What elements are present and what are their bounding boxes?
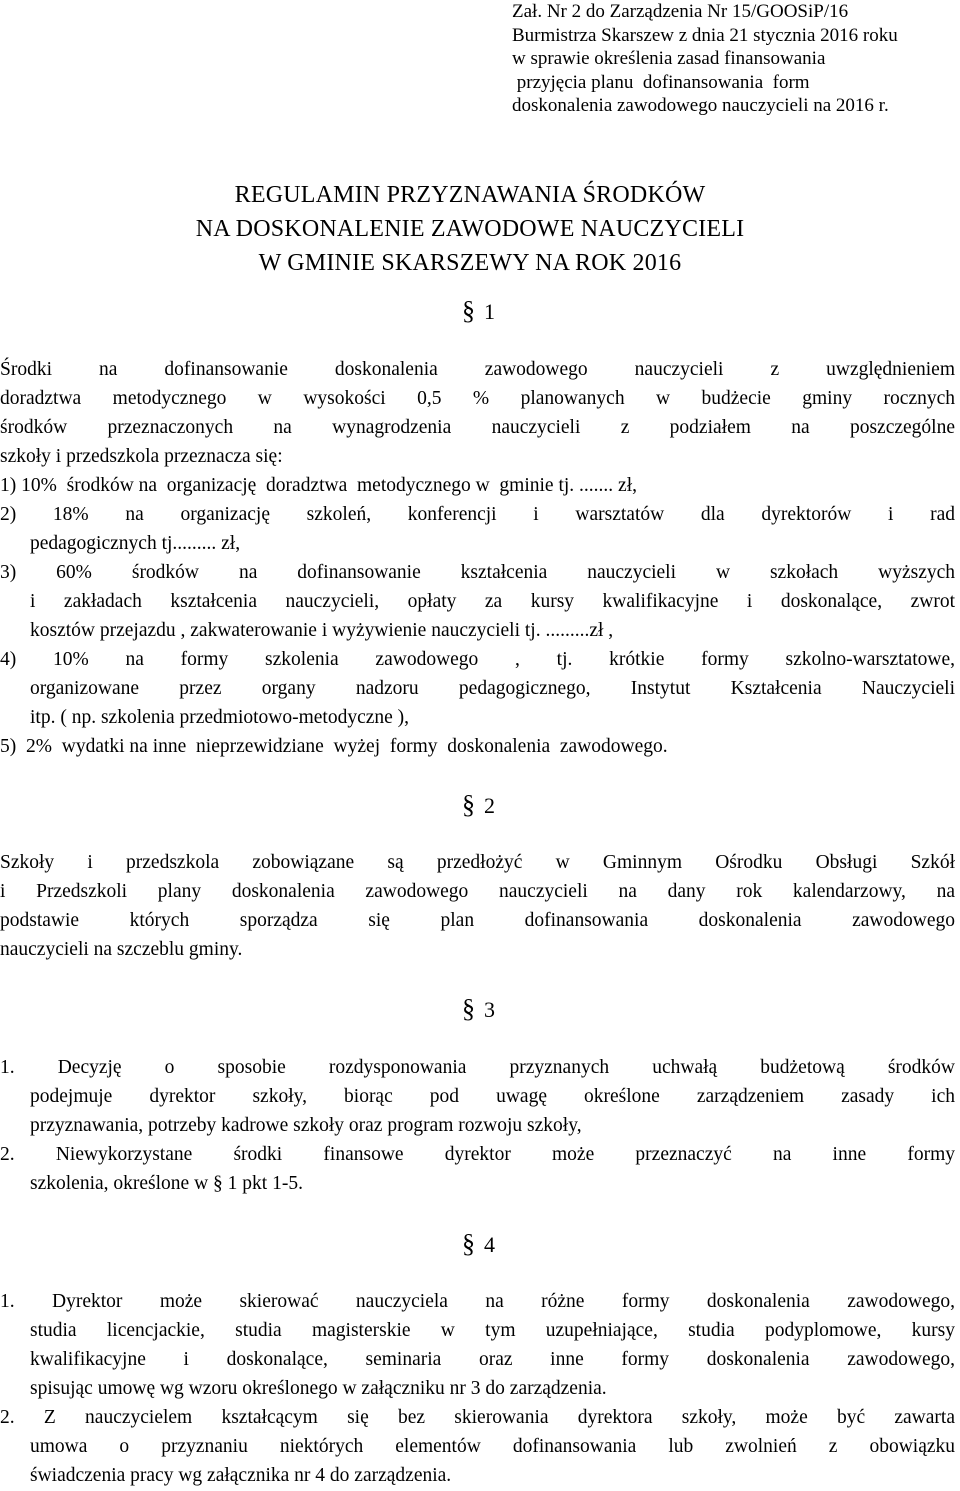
title-line: REGULAMIN PRZYZNAWANIA ŚRODKÓW xyxy=(234,182,706,208)
list-item-line: itp. ( np. szkolenia przedmiotowo-metodyczne ), xyxy=(30,707,410,728)
list-item-line: i zakładach kształcenia nauczycieli, opłaty za kursy kwalifikacyjne i doskonalące, zwrot xyxy=(30,591,955,612)
list-item-line: 4) 10% na formy szkolenia zawodowego , tj. krótkie formy szkolno-warsztatowe, xyxy=(0,649,955,670)
paragraph-line: doradztwa metodycznego w wysokości 0,5 % planowanych w budżecie gminy rocznych xyxy=(0,388,955,409)
title-line: W GMINIE SKARSZEWY NA ROK 2016 xyxy=(258,250,682,276)
section-number: 4 xyxy=(484,1232,495,1257)
list-item-line: 2. Niewykorzystane środki finansowe dyrektor może przeznaczyć na inne formy xyxy=(0,1144,955,1165)
section-number: 3 xyxy=(484,997,495,1022)
list-item-line: spisując umowę wg wzoru określonego w załączniku nr 3 do zarządzenia. xyxy=(30,1378,607,1399)
paragraph-line: i Przedszkoli plany doskonalenia zawodowego nauczycieli na dany rok kalendarzowy, na xyxy=(0,881,955,902)
section-heading-4 xyxy=(462,1231,495,1258)
section-symbol: § xyxy=(462,296,475,325)
title-line: NA DOSKONALENIE ZAWODOWE NAUCZYCIELI xyxy=(195,216,745,242)
paragraph-line: podstawie których sporządza się plan dofinansowania doskonalenia zawodowego xyxy=(0,910,955,931)
list-item-line: kwalifikacyjne i doskonalące, seminaria oraz inne formy doskonalenia zawodowego, xyxy=(30,1349,955,1370)
list-item-line: umowa o przyznaniu niektórych elementów dofinansowania lub zwolnień z obowiązku xyxy=(30,1436,955,1457)
list-item-line: kosztów przejazdu , zakwaterowanie i wyżywienie nauczycieli tj. .........zł , xyxy=(30,620,614,641)
annex-header xyxy=(512,0,952,118)
paragraph-line: Szkoły i przedszkola zobowiązane są przedłożyć w Gminnym Ośrodku Obsługi Szkół xyxy=(0,852,955,873)
section-heading-3 xyxy=(462,996,495,1023)
section-number: 1 xyxy=(484,299,495,324)
annex-line: w sprawie określenia zasad finansowania xyxy=(512,48,826,69)
list-item-line: studia licencjackie, studia magisterskie w tym uzupełniające, studia podyplomowe, kursy xyxy=(30,1320,955,1341)
paragraph-line: Środki na dofinansowanie doskonalenia zawodowego nauczycieli z uwzględnieniem xyxy=(0,359,955,380)
section-number: 2 xyxy=(484,793,495,818)
section-symbol: § xyxy=(462,994,475,1023)
paragraph-line: nauczycieli na szczeblu gminy. xyxy=(0,939,243,960)
annex-line: Zał. Nr 2 do Zarządzenia Nr 15/GOOSiP/16 xyxy=(512,1,849,22)
list-item-line: 3) 60% środków na dofinansowanie kształcenia nauczycieli w szkołach wyższych xyxy=(0,562,955,583)
document-title xyxy=(0,178,960,280)
paragraph-line: środków przeznaczonych na wynagrodzenia nauczycieli z podziałem na poszczególne xyxy=(0,417,955,438)
section-symbol: § xyxy=(462,1229,475,1258)
list-item-line: przyznawania, potrzeby kadrowe szkoły oraz program rozwoju szkoły, xyxy=(30,1115,582,1136)
list-item-line: organizowane przez organy nadzoru pedagogicznego, Instytut Kształcenia Nauczycieli xyxy=(30,678,955,699)
annex-line: doskonalenia zawodowego nauczycieli na 2016 r. xyxy=(512,95,889,116)
section-heading-2 xyxy=(462,792,495,819)
paragraph-line: szkoły i przedszkola przeznacza się: xyxy=(0,446,283,467)
list-item-line: szkolenia, określone w § 1 pkt 1-5. xyxy=(30,1173,303,1194)
list-item-line: 2. Z nauczycielem kształcącym się bez skierowania dyrektora szkoły, może być zawarta xyxy=(0,1407,955,1428)
section-4-body xyxy=(0,1287,955,1490)
section-heading-1 xyxy=(462,298,495,325)
list-item-line: 1. Decyzję o sposobie rozdysponowania przyznanych uchwałą budżetową środków xyxy=(0,1057,955,1078)
section-1-body xyxy=(0,355,955,761)
list-item-line: 2) 18% na organizację szkoleń, konferencji i warsztatów dla dyrektorów i rad xyxy=(0,504,955,525)
section-symbol: § xyxy=(462,790,475,819)
annex-line: Burmistrza Skarszew z dnia 21 stycznia 2016 roku xyxy=(512,24,898,46)
list-item-line: świadczenia pracy wg załącznika nr 4 do zarządzenia. xyxy=(30,1465,452,1486)
list-item-line: podejmuje dyrektor szkoły, biorąc pod uwagę określone zarządzeniem zasady ich xyxy=(30,1086,955,1107)
section-3-body xyxy=(0,1053,955,1198)
list-item-line: 1) 10% środków na organizację doradztwa metodycznego w gminie tj. ....... zł, xyxy=(0,475,637,496)
list-item-line: pedagogicznych tj......... zł, xyxy=(30,533,241,554)
list-item-line: 5) 2% wydatki na inne nieprzewidziane wyżej formy doskonalenia zawodowego. xyxy=(0,736,668,757)
annex-line: przyjęcia planu dofinansowania form xyxy=(512,71,810,93)
section-2-body xyxy=(0,848,955,964)
list-item-line: 1. Dyrektor może skierować nauczyciela na różne formy doskonalenia zawodowego, xyxy=(0,1291,955,1312)
